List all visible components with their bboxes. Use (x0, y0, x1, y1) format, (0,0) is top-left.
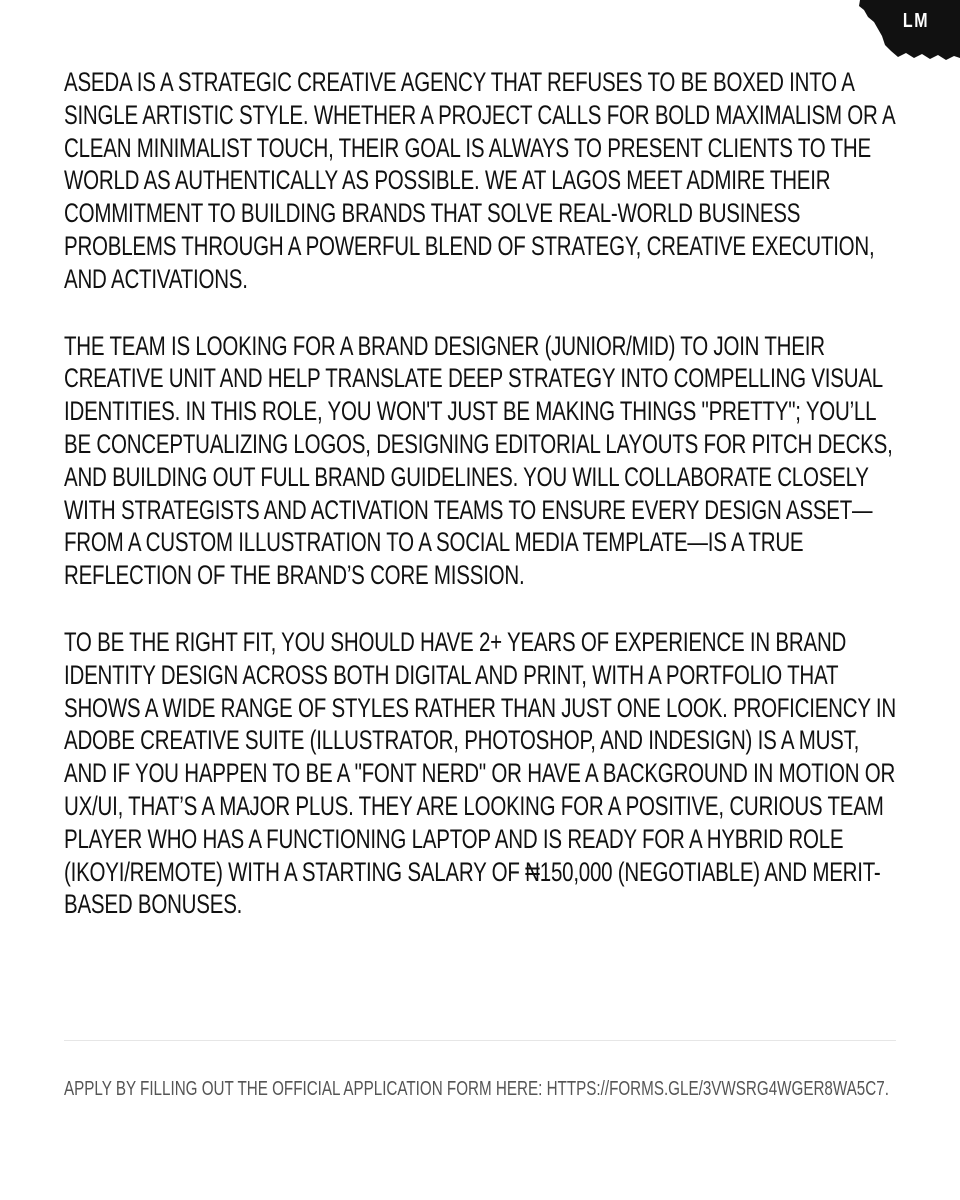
footer-divider (64, 1040, 896, 1041)
paragraph-agency-intro: ASEDA IS A STRATEGIC CREATIVE AGENCY THAT REFUSES TO BE BOXED INTO A SINGLE ARTISTIC STYLE. WHETHER A PROJECT CALLS FOR BOLD MAXIMALISM OR A CLEAN MINIMALIST TOUCH, THEIR GOAL IS ALWAYS TO PRESENT CLIENTS TO THE WORLD AS AUTHENTICALLY AS POSSIBLE. WE AT LAGOS MEET ADMIRE THEIR COMMITMENT TO BUILDING BRANDS THAT SOLVE REAL-WORLD BUSINESS PROBLEMS THROUGH A POWERFUL BLEND OF STRATEGY, CREATIVE EXECUTION, AND ACTIVATIONS. (64, 67, 895, 294)
brand-logo-badge (842, 0, 960, 66)
apply-instructions: APPLY BY FILLING OUT THE OFFICIAL APPLICATION FORM HERE: HTTPS://FORMS.GLE/3VWSRG4WGER8WA5C7. (64, 1078, 889, 1100)
paragraph-requirements: TO BE THE RIGHT FIT, YOU SHOULD HAVE 2+ YEARS OF EXPERIENCE IN BRAND IDENTITY DESIGN ACROSS BOTH DIGITAL AND PRINT, WITH A PORTFOLIO THAT SHOWS A WIDE RANGE OF STYLES RATHER THAN JUST ONE LOOK. PROFICIENCY IN ADOBE CREATIVE SUITE (ILLUSTRATOR, PHOTOSHOP, AND INDESIGN) IS A MUST, AND IF YOU HAPPEN TO BE A "FONT NERD" OR HAVE A BACKGROUND IN MOTION OR UX/UI, THAT’S A MAJOR PLUS. THEY ARE LOOKING FOR A POSITIVE, CURIOUS TEAM PLAYER WHO HAS A FUNCTIONING LAPTOP AND IS READY FOR A HYBRID ROLE (IKOYI/REMOTE) WITH A STARTING SALARY OF ₦150,000 (NEGOTIABLE) AND MERIT-BASED BONUSES. (64, 626, 896, 920)
logo-text: LM (902, 10, 930, 32)
article-body (64, 66, 896, 955)
paragraph-role-description: THE TEAM IS LOOKING FOR A BRAND DESIGNER (JUNIOR/MID) TO JOIN THEIR CREATIVE UNIT AND HELP TRANSLATE DEEP STRATEGY INTO COMPELLING VISUAL IDENTITIES. IN THIS ROLE, YOU WON'T JUST BE MAKING THINGS "PRETTY"; YOU’LL BE CONCEPTUALIZING LOGOS, DESIGNING EDITORIAL LAYOUTS FOR PITCH DECKS, AND BUILDING OUT FULL BRAND GUIDELINES. YOU WILL COLLABORATE CLOSELY WITH STRATEGISTS AND ACTIVATION TEAMS TO ENSURE EVERY DESIGN ASSET—FROM A CUSTOM ILLUSTRATION TO A SOCIAL MEDIA TEMPLATE—IS A TRUE REFLECTION OF THE BRAND’S CORE MISSION. (64, 330, 893, 591)
